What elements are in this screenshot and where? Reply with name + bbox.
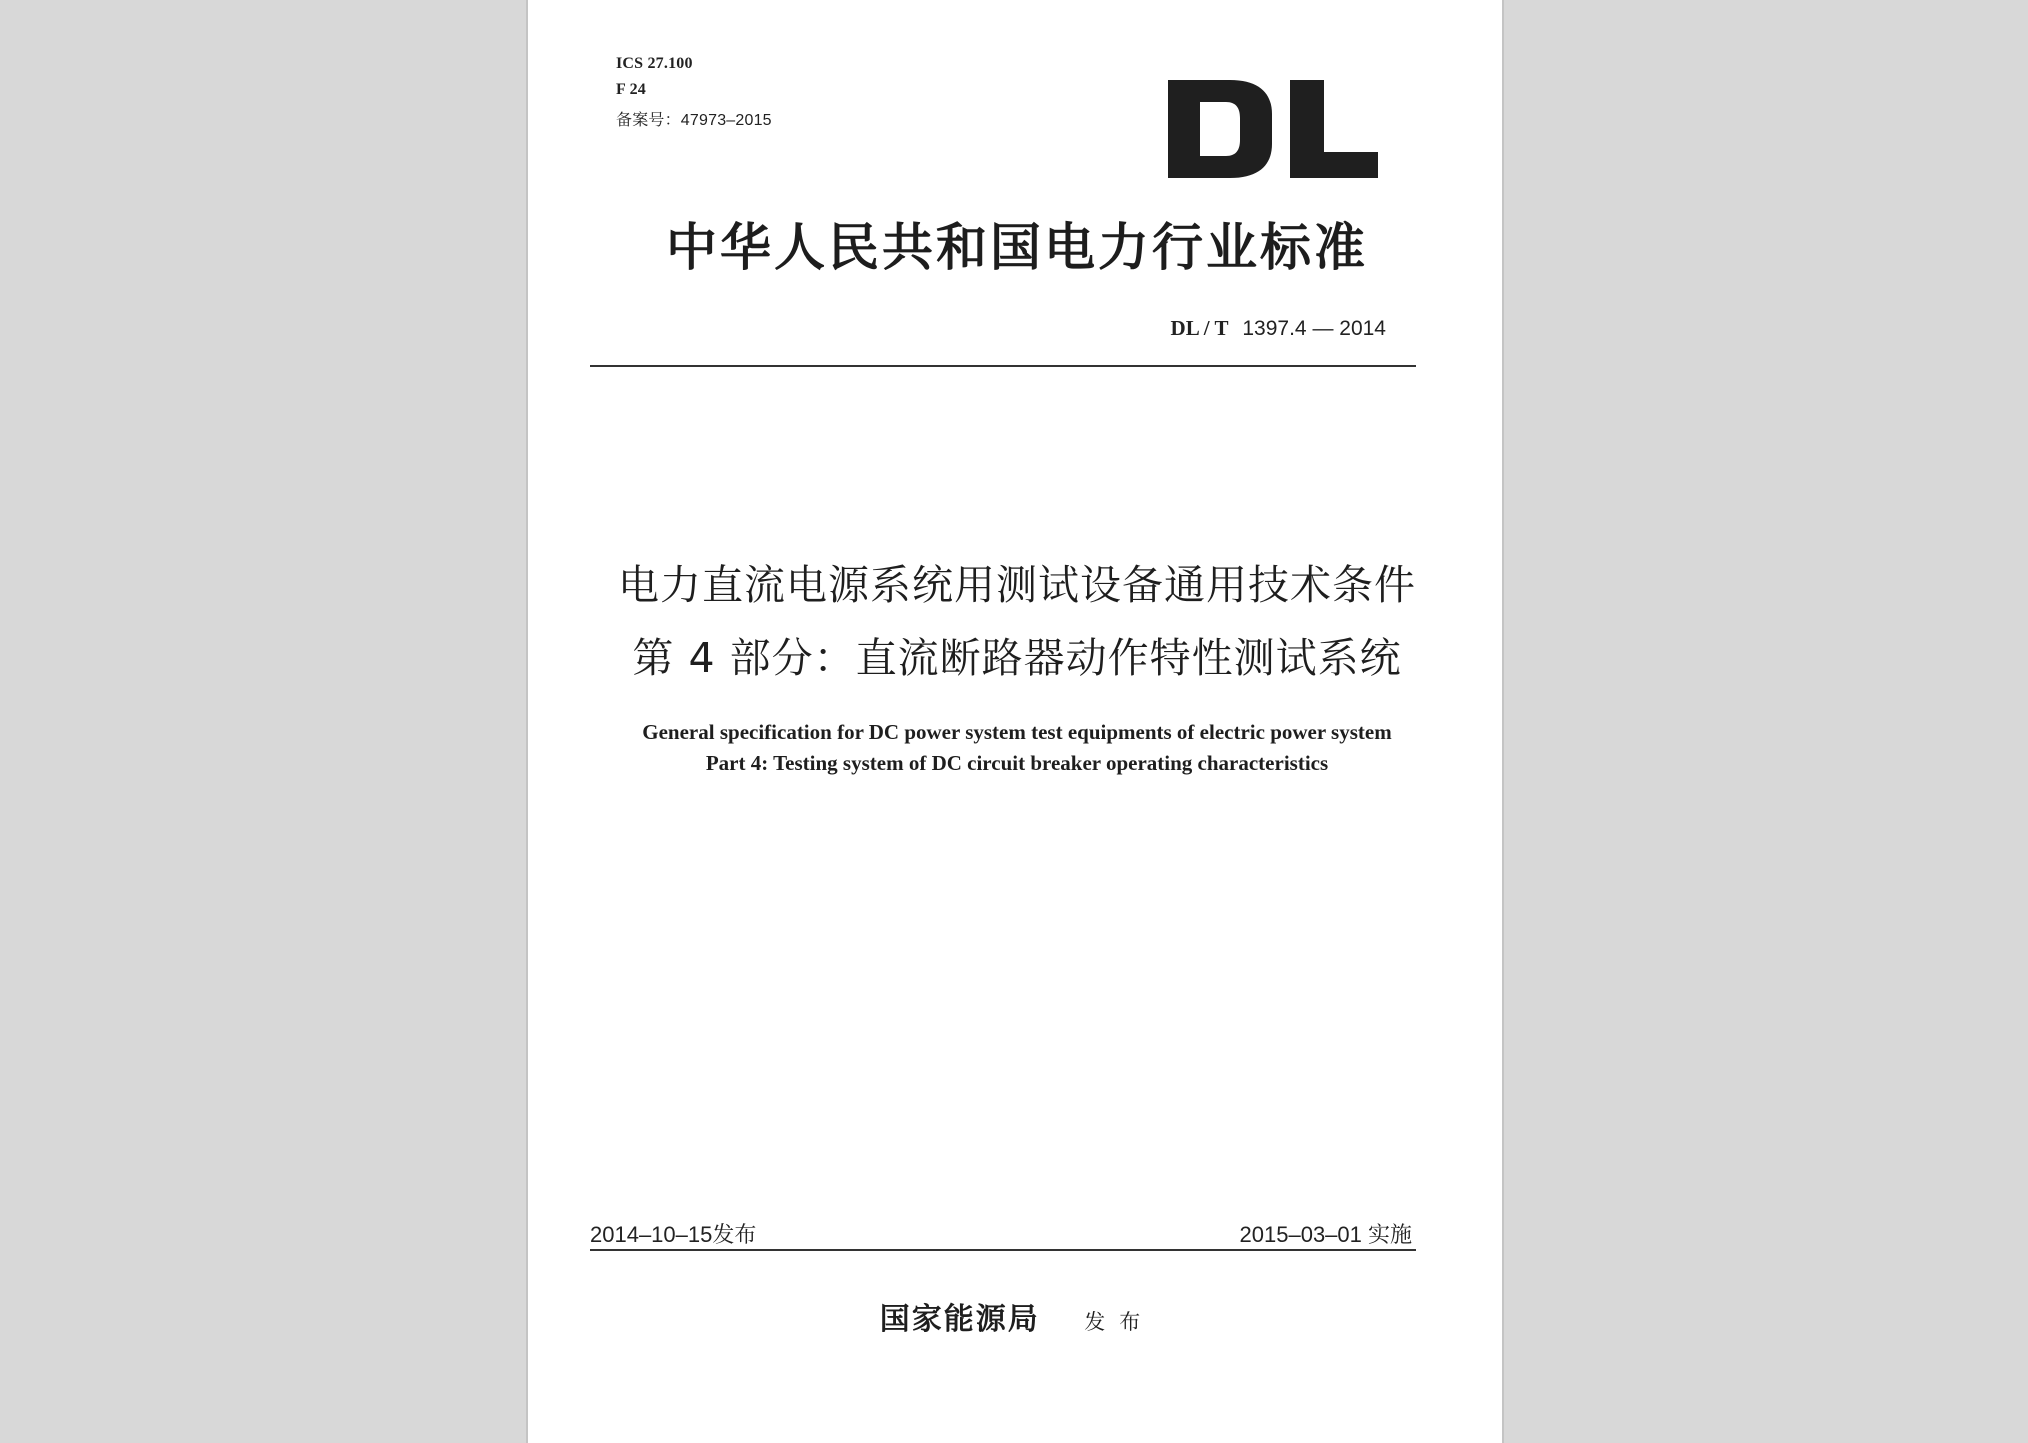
publisher-agency: 国家能源局 — [879, 1302, 1040, 1337]
standard-number — [1171, 316, 1386, 341]
classification-code — [616, 81, 646, 99]
effective-date: 2015–03–01 实施 — [1239, 1222, 1412, 1247]
title-cn-line2: 第 4 部分：直流断路器动作特性测试系统 — [632, 634, 1402, 682]
dl-logo-d-shape — [1168, 80, 1272, 178]
footer-divider — [590, 1249, 1416, 1251]
publisher-line — [528, 1294, 1506, 1338]
dl-logo-l-shape — [1290, 80, 1378, 178]
title-en-line1: General specification for DC power system test equipments of electric power system — [642, 720, 1392, 744]
classification-code-text: F 24 — [616, 81, 646, 98]
org-title: 中华人民共和国电力行业标准 — [665, 218, 1368, 278]
document-page — [526, 0, 1504, 1443]
publisher-action: 发布 — [1084, 1310, 1155, 1334]
standard-number-prefix: DL / T — [1170, 316, 1229, 340]
ics-code-text: ICS 27.100 — [616, 55, 693, 72]
title-en-line2: Part 4: Testing system of DC circuit breaker operating characteristics — [705, 751, 1329, 775]
dl-logo — [1168, 80, 1378, 178]
issue-date: 2014–10–15发布 — [590, 1222, 757, 1247]
header-divider — [590, 365, 1416, 367]
ics-code — [616, 55, 693, 73]
filing-number: 备案号：47973–2015 — [616, 112, 772, 129]
title-cn-line1: 电力直流电源系统用测试设备通用技术条件 — [618, 561, 1416, 609]
standard-number-value: 1397.4 — 2014 — [1242, 317, 1386, 340]
